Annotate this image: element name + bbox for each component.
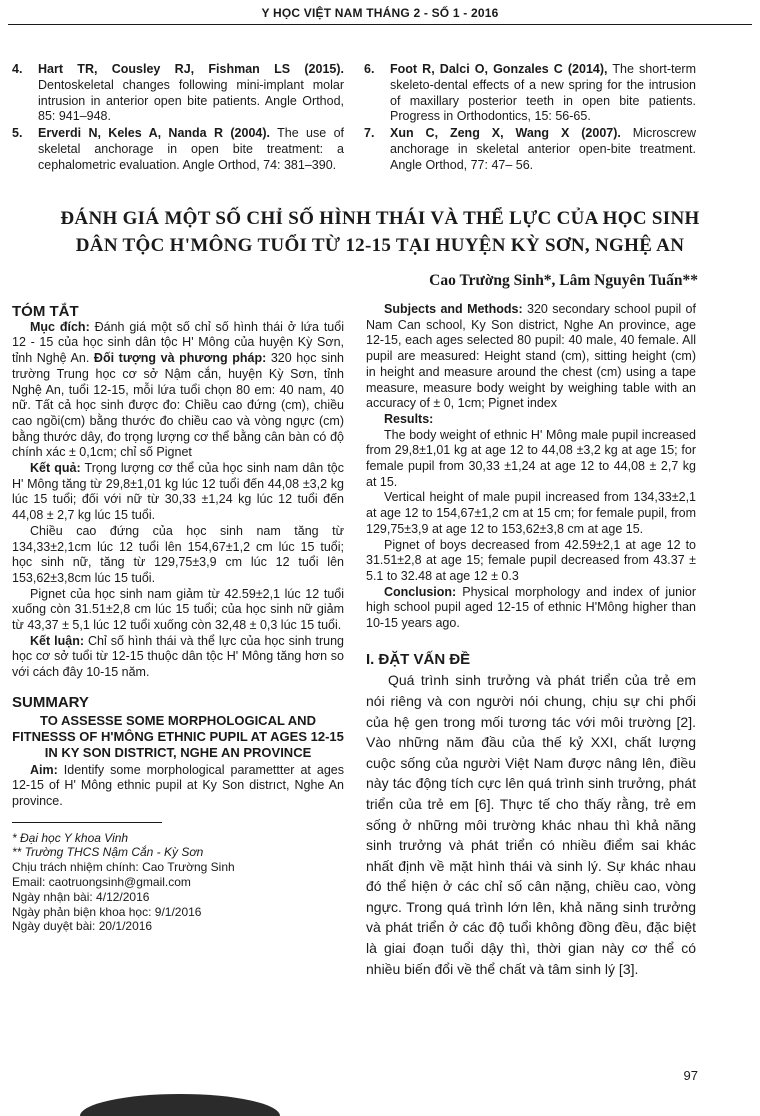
- introduction-heading: I. ĐẶT VẤN ĐỀ: [366, 650, 471, 668]
- reference-text: The use of skeletal anchorage in open bite treatment: a cephalometric evaluation. Angle Orthod, 74: 381–390.: [38, 126, 344, 172]
- summary-heading: SUMMARY: [12, 693, 89, 711]
- summary-subjects: Subjects and Methods: 320 secondary school pupil of Nam Can school, Ky Son district, Nghe An province, age 12-15, each ages selected 80 pupil: 40 male, 40 female. All pupil are measured: Height stand (cm), sitting height (cm) in height and measure around the chest (cm) using a tape measure, measure body weight by weighing table with an accuracy of ± 0, 1cm; Pignet index: [366, 302, 696, 411]
- author-email: Email: caotruongsinh@gmail.com: [12, 875, 191, 890]
- responsible-author: Chịu trách nhiệm chính: Cao Trường Sinh: [12, 860, 235, 875]
- reference-text: The short-term skeleto-dental effects of a new spring for the intrusion of maxillary posterior teeth in open bite patients. Progress in Orthodontics, 15: 56-65.: [390, 62, 697, 124]
- article-authors: Cao Trường Sinh*, Lâm Nguyên Tuấn**: [429, 272, 698, 289]
- reference-text: Dentoskeletal changes following mini-implant molar intrusion in anterior open bite patients. Angle Orthod, 85: 941–948.: [38, 77, 344, 124]
- affiliation-1: * Đại học Y khoa Vinh: [12, 830, 129, 845]
- page-number: 97: [683, 1068, 698, 1083]
- article-title: [0, 205, 760, 259]
- date-received: Ngày nhận bài: 4/12/2016: [12, 889, 150, 904]
- summary-results-weight: The body weight of ethnic H' Mông male pupil increased from 29,8±1,01 kg at age 12 to 44,08 ±3,2 kg at age 15; for female pupil from 30,33 ±1,24 at age 12 to 44,08 ± 2,7 kg at 15.: [366, 427, 696, 489]
- reference-number: 7.: [364, 126, 375, 141]
- article-title-line2: DÂN TỘC H'MÔNG TUỔI TỪ 12-15 TẠI HUYỆN KỲ SƠN, NGHỆ AN: [75, 235, 685, 256]
- introduction-paragraph: Quá trình sinh trưởng và phát triển của trẻ em nói riêng và con người nói chung, chịu sự chi phối của hệ gen trong mối tương tác với môi trường [2]. Vào những năm đầu của thế kỷ XXI, chất lượng cuộc sống của người Việt Nam được nâng lên, điều này tác động tích cực lên quá trình sinh trưởng, phát triển của trẻ em [6]. Thực tế cho thấy rằng, trẻ em sống ở những môi trường khác nhau thì khả năng sinh trưởng và phát triển có nhiều điểm sai khác nhất định về mặt hình thái và sinh lý. Sự khác nhau đó thể hiện ở các chỉ số cân nặng, chiều cao, vòng ngực. Trong quá trình lớn lên, khả năng sinh trưởng và phát triển ở các độ tuổi không đồng đều, đặc biệt là giai đoạn tuổi dậy thì, thời gian này cơ thể có nhiều biến đổi về thể chất và tâm sinh lý [3].: [366, 672, 696, 977]
- introduction-section: [366, 650, 696, 980]
- summary-aim: Aim: Identify some morphological paramettter at ages 12-15 of H' Mông ethnic pupil at Ky Son distrıct, Nghe An province.: [12, 762, 344, 808]
- reference-6: [364, 62, 696, 125]
- tom-tat-paragraph-1: Mục đích: Đánh giá một số chỉ số hình thái ở lứa tuổi 12 - 15 của học sinh dân tộc H' Mông của huyện Kỳ Sơn, tỉnh Nghệ An. Đối tượng và phương pháp: 320 học sinh trường Trung học cơ sở Nậm cắn, huyện Kỳ Sơn, tỉnh Nghệ An, tuổi 12-15, mỗi lứa tuổi chọn 80 em: 40 nam, 40 nữ. Tất cả học sinh được đo: Chiều cao đứng (cm), chiều cao ngồi(cm) bằng thước đo chiều cao và vòng ngực (cm) bằng thước dây, đo trọng lượng cơ thể bằng cân bàn có độ chính xác ± 0,1cm; chỉ số Pignet: [12, 319, 344, 460]
- affiliations: [12, 831, 344, 935]
- summary-results-heading: Results:: [384, 411, 434, 426]
- summary-results-pignet: Pignet of boys decreased from 42.59±2,1 at age 12 to 31.51±2,8 at age 15; female pupil decreased from 43.37 ± 5.1 to 32.48 at age 12 ± 0.3: [366, 537, 696, 583]
- date-approved: Ngày duyệt bài: 20/1/2016: [12, 919, 153, 934]
- reference-number: 4.: [12, 62, 23, 76]
- reference-text: Microscrew anchorage in skeletal anterior open-bite treatment. Angle Orthod, 77: 47– 56.: [390, 126, 697, 172]
- right-column: [366, 302, 696, 979]
- reference-authors: Xun C, Zeng X, Wang X (2007).: [390, 126, 621, 141]
- summary-results-height: Vertical height of male pupil increased from 134,33±2,1 at age 12 to 154,67±1,2 cm at 15 cm; for female pupil, from 129,75±3,9 at age 12 to 153,62±3,8 cm at age 15.: [366, 490, 696, 536]
- tom-tat-results: Kết quả: Trọng lượng cơ thể của học sinh nam dân tộc H' Mông tăng từ 29,8±1,01 kg lúc 12 tuổi đến 44,08 ±3,2 kg lúc 15 tuổi; đối với nữ từ 30,33 ±1,24 kg lúc 12 tuổi đến 44,08 ± 2,7 kg lúc 15 tuổi.: [12, 461, 344, 523]
- journal-header: Y HỌC VIỆT NAM THÁNG 2 - SỐ 1 - 2016: [261, 6, 499, 20]
- reference-number: 6.: [364, 62, 375, 76]
- reference-authors: Hart TR, Cousley RJ, Fishman LS (2015).: [38, 62, 344, 76]
- affiliation-2: ** Trường THCS Nậm Cắn - Kỳ Sơn: [12, 845, 204, 860]
- reference-5: [12, 126, 344, 173]
- tom-tat-conclusion: Kết luận: Chỉ số hình thái và thể lực của học sinh trung học cơ sở tuổi từ 12-15 thuộc dân tộc H' Mông tăng hơn so với cách đây 10-15 năm.: [12, 633, 344, 680]
- scan-artifact: [80, 1094, 280, 1116]
- header-rule: [8, 24, 752, 25]
- summary-conclusion: Conclusion: Physical morphology and index of junior high school pupil aged 12-15 of ethnic H'Mông higher than 10-15 years ago.: [366, 584, 696, 631]
- tom-tat-height: Chiều cao đứng của học sinh nam tăng từ 134,33±2,1cm lúc 12 tuổi lên 154,67±1,2 cm lúc 15 tuổi; học sinh nữ, tăng từ 129,75±3,9 cm lúc 12 tuổi lên 153,62±3,8cm lúc 15 tuổi.: [12, 523, 344, 585]
- reference-authors: Foot R, Dalci O, Gonzales C (2014),: [390, 62, 608, 76]
- tom-tat-pignet: Pignet của học sinh nam giảm từ 42.59±2,1 lúc 12 tuổi xuống còn 31.51±2,8 cm lúc 15 tuổi; của học sinh nữ giảm từ 43,37 ± 5,1 lúc 12 tuổi xuống còn 32,48 ± 0,3 lúc 15 tuổi.: [12, 586, 344, 633]
- article-title-line1: ĐÁNH GIÁ MỘT SỐ CHỈ SỐ HÌNH THÁI VÀ THỂ LỰC CỦA HỌC SINH: [60, 208, 700, 229]
- date-reviewed: Ngày phản biện khoa học: 9/1/2016: [12, 904, 202, 919]
- reference-number: 5.: [12, 126, 23, 141]
- reference-4: [12, 62, 344, 125]
- tom-tat-heading: TÓM TẮT: [12, 303, 79, 320]
- summary-title: TO ASSESSE SOME MORPHOLOGICAL AND FITNESSS OF H'MÔNG ETHNIC PUPIL AT AGES 12-15 IN KY SON DISTRICT, NGHE AN PROVINCE: [12, 712, 344, 760]
- left-column: [12, 304, 344, 934]
- references-right: [364, 62, 696, 175]
- footnote-separator: [12, 822, 162, 823]
- reference-7: [364, 126, 696, 173]
- references-left: [12, 62, 344, 175]
- reference-authors: Erverdi N, Keles A, Nanda R (2004).: [38, 126, 270, 141]
